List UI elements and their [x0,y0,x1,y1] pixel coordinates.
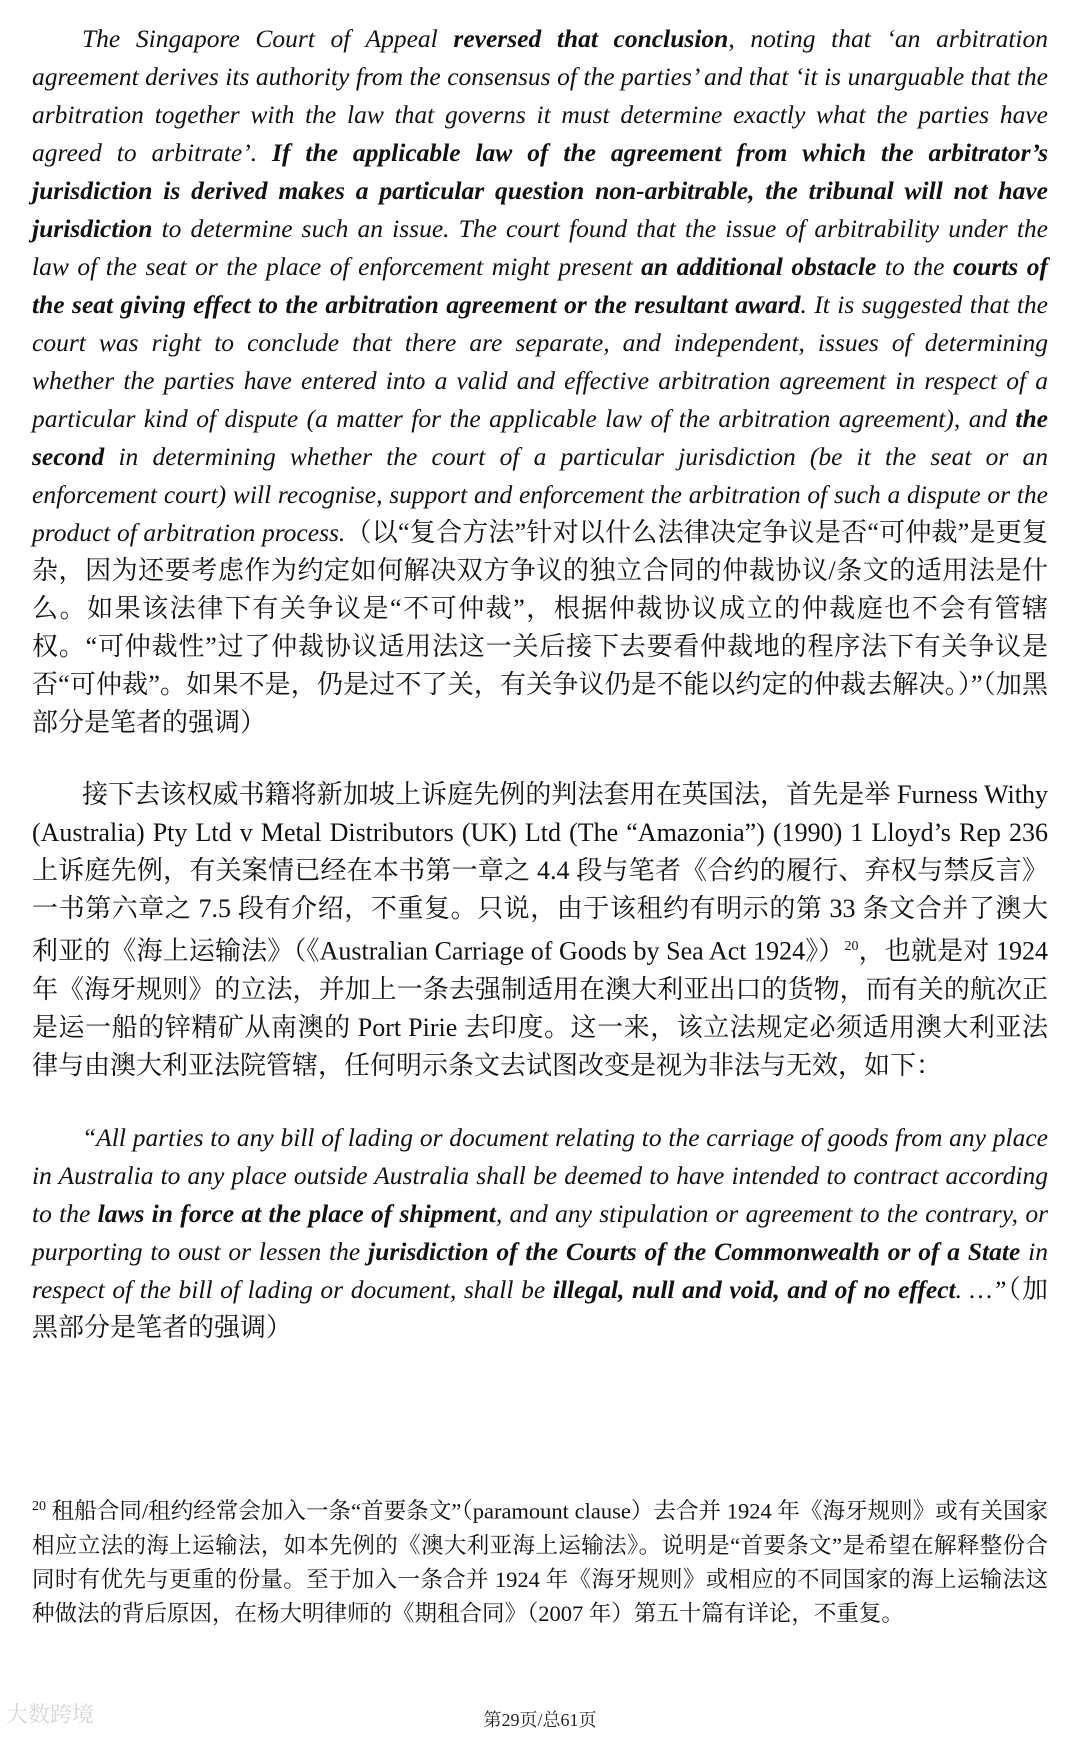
document-body [32,20,1048,1347]
page-number: 第29页/总61页 [483,1710,597,1730]
text-run: “All parties to any bill of lading or document relating to the carriage of goods from any place in Australia to any place outside Australia shall be deemed to have intended to contract according to the [32,1122,1048,1228]
chinese-commentary: （以“复合方法”针对以什么法律决定争议是否“可仲裁”是更复杂，因为还要考虑作为约定如何解决双方争议的独立合同的仲裁协议/条文的适用法是什么。如果该法律下有关争议是“不可仲裁”，根据仲裁协议成立的仲裁庭也不会有管辖权。“可仲裁性”过了仲裁协议适用法这一关后接下去要看仲裁地的程序法下有关争议是否“可仲裁”。如果不是，仍是过不了关，有关争议仍是不能以约定的仲裁去解决。）”（加黑部分是笔者的强调） [32,518,1048,737]
footnote [32,1490,1048,1631]
text-run: . It is suggested that the court was right to conclude that there are separate, and independent, issues of determining whether the parties have entered into a valid and effective arbitration agreement in respect of a particular kind of dispute (a matter for the applicable law of the arbitration agreement), and [32,290,1048,433]
text-run: , noting that ‘an arbitration agreement derives its authority from the consensus of the parties’ and that ‘it is unarguable that the arbitration together with the law that governs it must determine exactly what the parties have agreed to arbitrate’. [32,24,1049,167]
footnote-number: 20 [32,1499,46,1514]
text-run: to determine such an issue. The court found that the issue of arbitrability under the law of the seat or the place of enforcement might present [32,214,1048,281]
text-run: 接下去该权威书籍将新加坡上诉庭先例的判法套用在英国法，首先是举 Furness Withy (Australia) Pty Ltd v Metal Distributors (UK) Ltd (The “Amazonia”) (1990) 1 Lloyd’s Rep 236 上诉庭先例，有关案情已经在本书第一章之 4.4 段与笔者《合约的履行、弃权与禁反言》一书第六章之 7.5 段有介绍，不重复。只说，由于该租约有明示的第 33 条文合并了澳大利亚的《海上运输法》（《Australian Carriage of Goods by Sea Act 1924》） [32,780,1048,966]
paragraph-singapore-court [32,20,1048,742]
bold-emphasis: an additional obstacle [641,252,877,281]
bold-emphasis: courts of the seat giving effect to the arbitration agreement or the resultant award [32,252,1048,319]
bold-emphasis: illegal, null and void, and of no effect [552,1274,956,1304]
text-run: The Singapore Court of Appeal [82,24,454,53]
bold-emphasis: reversed that conclusion [453,24,729,53]
footnote-reference[interactable]: 20 [844,939,859,954]
block-quote-statute [32,1119,1048,1347]
bold-emphasis: If the applicable law of the agreement from which the arbitrator’s jurisdiction is derived makes a particular question non-arbitrable, the tribunal will not have jurisdiction [32,138,1048,243]
bold-emphasis: jurisdiction of the Courts of the Commonwealth or of a State [368,1236,1021,1266]
bold-emphasis: the second [32,404,1048,471]
paragraph-amazonia [32,776,1048,1085]
text-run: in respect of the bill of lading or document, shall be [32,1236,1048,1304]
text-run: ，也就是对 1924 年《海牙规则》的立法，并加上一条去强制适用在澳大利亚出口的货物，而有关的航次正是运一船的锌精矿从南澳的 Port Pirie 去印度。这一来，该立法规定必须适用澳大利亚法律与由澳大利亚法院管辖，任何明示条文去试图改变是视为非法与无效，如下： [32,936,1048,1080]
watermark-logo: 大数跨境 [6,1703,95,1728]
text-run: . …” [955,1274,1007,1304]
emphasis-note: （加黑部分是笔者的强调） [32,1274,1048,1342]
bold-emphasis: laws in force at the place of shipment [97,1198,496,1228]
text-run: in determining whether the court of a particular jurisdiction (be it the seat or an enforcement court) will recognise, support and enforcement the arbitration of such a dispute or the product of arbitration process. [32,442,1048,547]
footnote-text: 租船合同/租约经常会加入一条“首要条文”（paramount clause）去合并 1924 年《海牙规则》或有关国家相应立法的海上运输法，如本先例的《澳大利亚海上运输法》。说明是“首要条文”是希望在解释整份合同时有优先与更重的份量。至于加入一条合并 1924 年《海牙规则》或相应的不同国家的海上运输法这种做法的背后原因，在杨大明律师的《期租合同》（2007 年）第五十篇有详论，不重复。 [32,1498,1048,1626]
text-run: , and any stipulation or agreement to the contrary, or purporting to oust or lessen the [32,1198,1048,1266]
text-run: to the [876,252,954,281]
